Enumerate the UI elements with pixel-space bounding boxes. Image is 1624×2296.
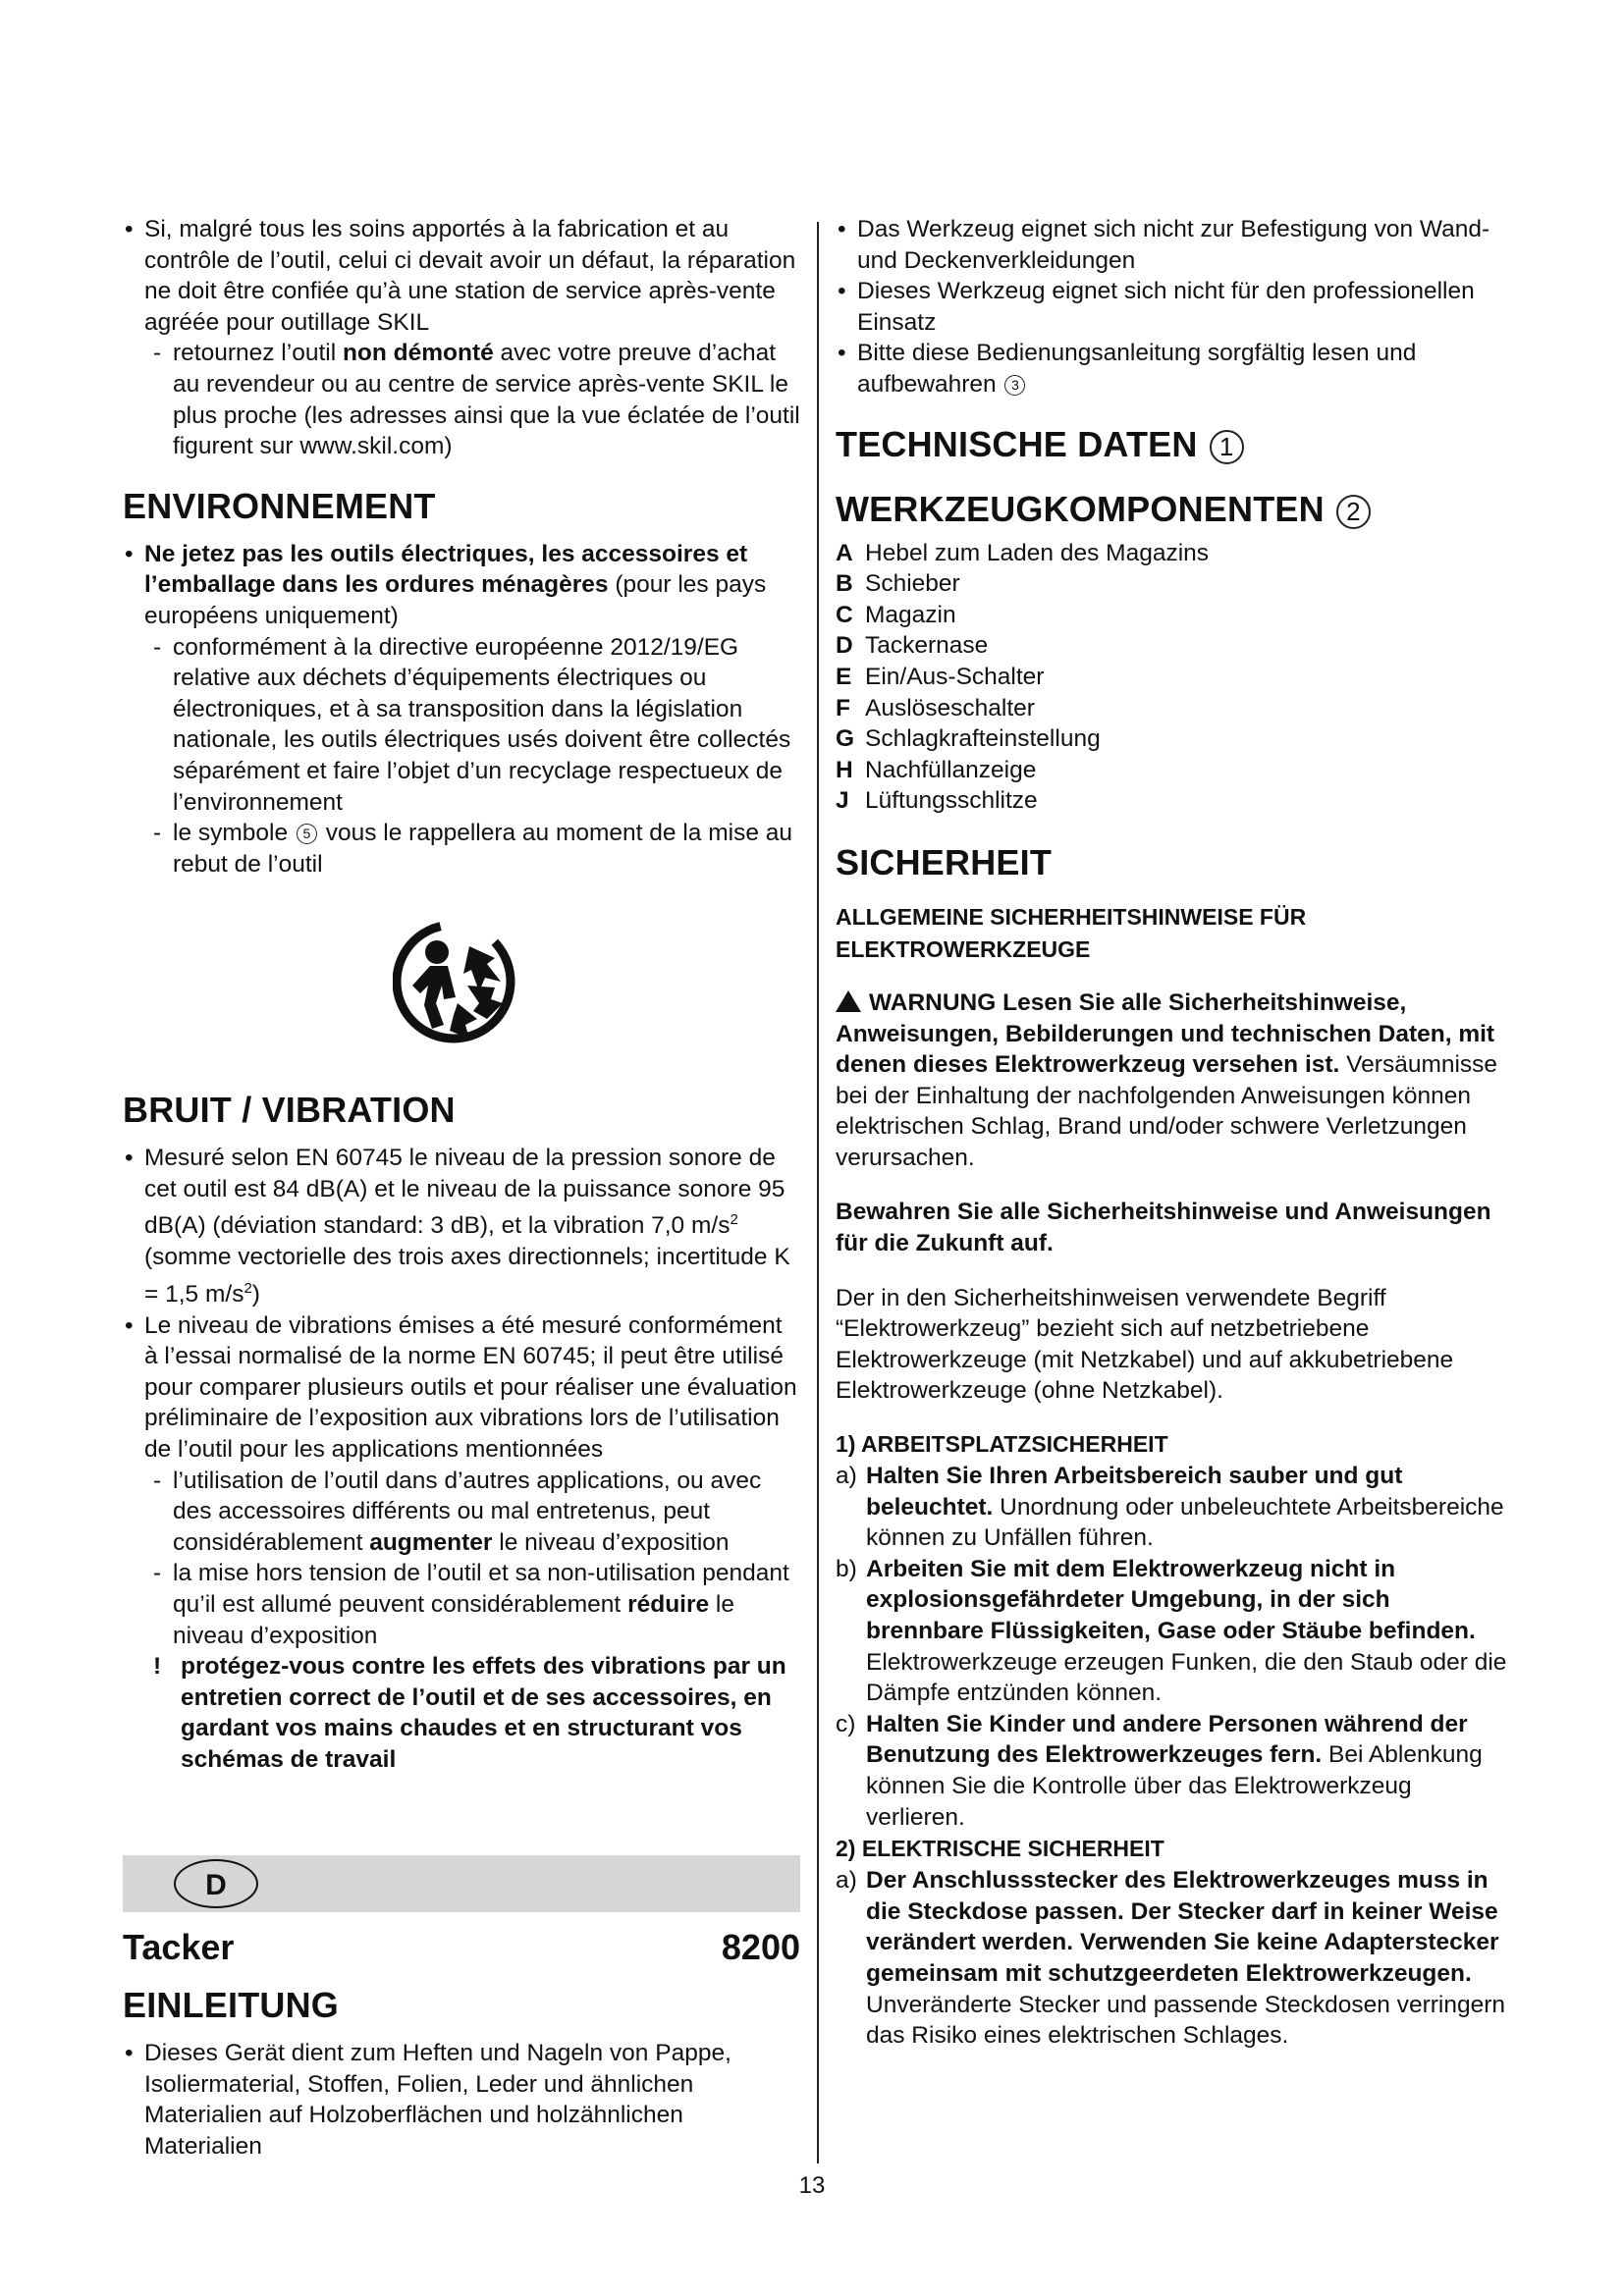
product-name: Tacker — [123, 1927, 235, 1967]
callout-number-5: 5 — [297, 824, 317, 844]
warning-note — [123, 1651, 800, 1775]
electrical-safety-heading: 2) ELEKTRISCHE SICHERHEIT — [836, 1836, 1164, 1862]
noise-bullet2-text: Le niveau de vibrations émises a été mesuré conformément à l’essai normalisé de la norme EN 60745; il peut être utilisé pour comparer plusieurs outils et pour réaliser une évaluation préliminaire de l’exposition aux vibrations lors de l’utilisation de l’outil pour les applications mentionnées — [144, 1311, 797, 1463]
callout-number-2: 2 — [1336, 495, 1371, 529]
component-item — [836, 723, 1513, 755]
noise-dash2-text: la mise hors tension de l’outil et sa non-utilisation pendant qu’il est allumé peuvent considérablement — [173, 1560, 789, 1618]
list-item — [123, 1143, 800, 1309]
env-dash2-text: le symbole — [173, 820, 295, 847]
warning-triangle-icon — [836, 990, 861, 1012]
item-text: Bei Ablenkung können Sie die Kontrolle über das Elektrowerkzeug verlieren. — [866, 1741, 1483, 1831]
technische-daten-label: TECHNISCHE DATEN — [836, 423, 1198, 464]
section-title-environnement: ENVIRONNEMENT — [123, 485, 436, 526]
right-column — [836, 214, 1513, 2052]
list-item — [836, 1709, 1513, 1833]
env-dash2-text-end: vous le rappellera au moment de la mise au rebut de l’outil — [173, 820, 793, 878]
component-letter: J — [836, 787, 849, 815]
component-item — [836, 538, 1513, 569]
item-bold: Halten Sie Kinder und andere Personen während der Benutzung des Elektrowerkzeuges fern. — [866, 1710, 1468, 1769]
list-item — [123, 2038, 800, 2162]
component-item — [836, 693, 1513, 724]
component-label: Ein/Aus-Schalter — [865, 663, 1045, 690]
item-label: c) — [836, 1710, 856, 1737]
component-item — [836, 630, 1513, 662]
item-bold: Der Anschlussstecker des Elektrowerkzeuges muss in die Steckdose passen. Der Stecker darf in keiner Weise verändert werden. Verwenden Sie keine Adapterstecker gemeinsam mit schutzgeerdeten Elektrowerkzeugen. — [866, 1867, 1499, 1987]
components-list — [836, 538, 1513, 817]
component-item — [836, 785, 1513, 817]
section-title-bruit-vibration: BRUIT / VIBRATION — [123, 1090, 456, 1131]
list-item — [836, 338, 1513, 400]
left-column-lower — [123, 1926, 800, 2162]
left-column — [123, 214, 800, 1775]
noise-bullet-text: Mesuré selon EN 60745 le niveau de la pression sonore de cet outil est 84 dB(A) et le niveau de la puissance sonore 95 dB(A) (déviation standard: 3 dB), et la vibration 7,0 m/s — [144, 1145, 785, 1240]
superscript: 2 — [730, 1211, 738, 1229]
einleitung-bullet-text: Dieses Gerät dient zum Heften und Nageln von Pappe, Isoliermaterial, Stoffen, Folien, Leder und ähnlichen Materialien auf Holzoberflächen und holzähnlichen Materialien — [144, 2040, 731, 2160]
warning-text: Versäumnisse bei der Einhaltung der nachfolgenden Anweisungen können elektrischen Schlag, Brand und/oder schwere Verletzungen verursachen. — [836, 1051, 1498, 1171]
intro-dash-bold: non démonté — [342, 340, 494, 367]
list-item — [123, 338, 800, 461]
list-item — [123, 1558, 800, 1651]
intro-dash-text-end: avec votre preuve d’achat au revendeur ou au centre de service après-vente SKIL le plus proche (les adresses ainsi que la vue éclatée de l’outil figurent sur www.skil.com) — [173, 340, 800, 460]
env-bullet-bold: Ne jetez pas les outils électriques, les accessoires et l’emballage dans les ordures ménagères — [144, 540, 748, 599]
workplace-safety-heading: 1) ARBEITSPLATZSICHERHEIT — [836, 1431, 1168, 1458]
component-letter: B — [836, 570, 853, 598]
component-letter: E — [836, 663, 852, 690]
component-item — [836, 755, 1513, 786]
intro-dash-text: retournez l’outil — [173, 340, 343, 367]
section-title-werkzeugkomponenten — [836, 489, 1513, 530]
item-bold: Halten Sie Ihren Arbeitsbereich sauber und gut beleuchtet. — [866, 1463, 1403, 1521]
item-text: Elektrowerkzeuge erzeugen Funken, die den Staub oder die Dämpfe entzünden können. — [866, 1648, 1507, 1707]
component-letter: H — [836, 756, 853, 783]
column-divider — [817, 222, 819, 2163]
noise-dash1-bold: augmenter — [369, 1528, 493, 1556]
noise-dash2-text-end: le niveau d’exposition — [173, 1590, 735, 1649]
list-item — [836, 1865, 1513, 2052]
section-title-sicherheit: SICHERHEIT — [836, 841, 1053, 882]
item-label: b) — [836, 1555, 857, 1582]
list-item — [836, 1461, 1513, 1554]
env-dash-text: conformément à la directive européenne 2012/19/EG relative aux déchets d’équipements électriques ou électroniques, et à sa transposition dans la législation nationale, les outils électriques usés doivent être collectés séparément et faire l’objet d’un recyclage respectueux de l’environnement — [173, 633, 791, 816]
keep-instructions-text: Bewahren Sie alle Sicherheitshinweise und Anweisungen für die Zukunft auf. — [836, 1199, 1491, 1257]
item-text: Unordnung oder unbeleuchtete Arbeitsbereiche können zu Unfällen führen. — [866, 1493, 1504, 1552]
component-letter: A — [836, 539, 853, 566]
term-definition-text: Der in den Sicherheitshinweisen verwendete Begriff “Elektrowerkzeug” bezieht sich auf netzbetriebene Elektrowerkzeuge (mit Netzkabel) und auf akkubetriebene Elektrowerkzeuge (ohne Netzkabel). — [836, 1284, 1454, 1405]
component-item — [836, 600, 1513, 631]
component-item — [836, 662, 1513, 693]
list-item — [123, 539, 800, 632]
section-title-einleitung: EINLEITUNG — [123, 1985, 340, 2025]
warning-paragraph — [836, 988, 1513, 1174]
env-bullet-text: (pour les pays européens uniquement) — [144, 571, 767, 629]
recycling-triman-icon — [393, 909, 520, 1046]
component-label: Tackernase — [865, 632, 989, 660]
usage-bullet-1: Das Werkzeug eignet sich nicht zur Befestigung von Wand- und Deckenverkleidungen — [857, 216, 1490, 274]
item-bold: Arbeiten Sie mit dem Elektrowerkzeug nicht in explosionsgefährdeter Umgebung, in der sich brennbare Flüssigkeiten, Gase oder Stäube befinden. — [866, 1555, 1476, 1644]
component-label: Magazin — [865, 601, 956, 628]
section-title-technische-daten — [836, 424, 1513, 465]
list-item — [123, 1310, 800, 1466]
noise-bullet-text-3: ) — [251, 1280, 260, 1308]
component-label: Hebel zum Laden des Magazins — [865, 539, 1210, 566]
noise-dash2-bold: réduire — [627, 1590, 710, 1618]
page-number: 13 — [798, 2172, 826, 2199]
component-label: Schieber — [865, 570, 960, 598]
language-badge: D — [174, 1859, 258, 1908]
noise-bullet-text-2: (somme vectorielle des trois axes directionnels; incertitude K = 1,5 m/s — [144, 1244, 790, 1308]
callout-number-1: 1 — [1210, 430, 1244, 464]
list-item — [836, 276, 1513, 338]
item-label: a) — [836, 1867, 857, 1895]
component-label: Schlagkrafteinstellung — [865, 725, 1101, 753]
item-text: Unveränderte Stecker und passende Steckdosen verringern das Risiko eines elektrischen Schlages. — [866, 1991, 1505, 2050]
item-label: a) — [836, 1463, 857, 1490]
warning-bold-text: WARNUNG Lesen Sie alle Sicherheitshinweise, Anweisungen, Bebilderungen und technischen Daten, mit denen dieses Elektrowerkzeug versehen ist. — [836, 988, 1495, 1079]
product-heading — [123, 1926, 800, 1969]
list-item — [123, 632, 800, 819]
usage-bullet-3: Bitte diese Bedienungsanleitung sorgfältig lesen und aufbewahren — [857, 340, 1417, 398]
component-letter: C — [836, 601, 853, 628]
component-item — [836, 568, 1513, 600]
general-safety-heading: ALLGEMEINE SICHERHEITSHINWEISE FÜR ELEKTROWERKZEUGE — [836, 903, 1307, 962]
vibration-warning-text: protégez-vous contre les effets des vibrations par un entretien correct de l’outil et de ses accessoires, en gardant vos mains chaudes et en structurant vos schémas de travail — [181, 1653, 786, 1773]
product-model: 8200 — [721, 1927, 800, 1967]
component-label: Nachfüllanzeige — [865, 756, 1037, 783]
component-label: Auslöseschalter — [865, 694, 1035, 721]
noise-dash1-text: l’utilisation de l’outil dans d’autres applications, ou avec des accessoires différents ou mal entretenus, peut considérablement — [173, 1467, 762, 1556]
component-letter: G — [836, 725, 855, 753]
superscript: 2 — [244, 1279, 252, 1297]
list-item — [123, 214, 800, 338]
list-item — [123, 818, 800, 880]
list-item — [836, 214, 1513, 276]
component-letter: F — [836, 694, 850, 721]
recycle-symbol-area — [123, 880, 800, 1090]
component-letter: D — [836, 632, 853, 660]
component-label: Lüftungsschlitze — [865, 787, 1038, 815]
usage-bullet-2: Dieses Werkzeug eignet sich nicht für den professionellen Einsatz — [857, 278, 1475, 336]
callout-number-3: 3 — [1004, 375, 1025, 396]
werkzeugkomponenten-label: WERKZEUGKOMPONENTEN — [836, 488, 1325, 529]
intro-bullet-text: Si, malgré tous les soins apportés à la fabrication et au contrôle de l’outil, celui ci devait avoir un défaut, la réparation ne doit être confiée qu’à une station de service après-vente agréée pour outillage SKIL — [144, 216, 796, 336]
list-item — [836, 1554, 1513, 1709]
list-item — [123, 1466, 800, 1559]
noise-dash1-text-end: le niveau d’exposition — [492, 1528, 730, 1556]
